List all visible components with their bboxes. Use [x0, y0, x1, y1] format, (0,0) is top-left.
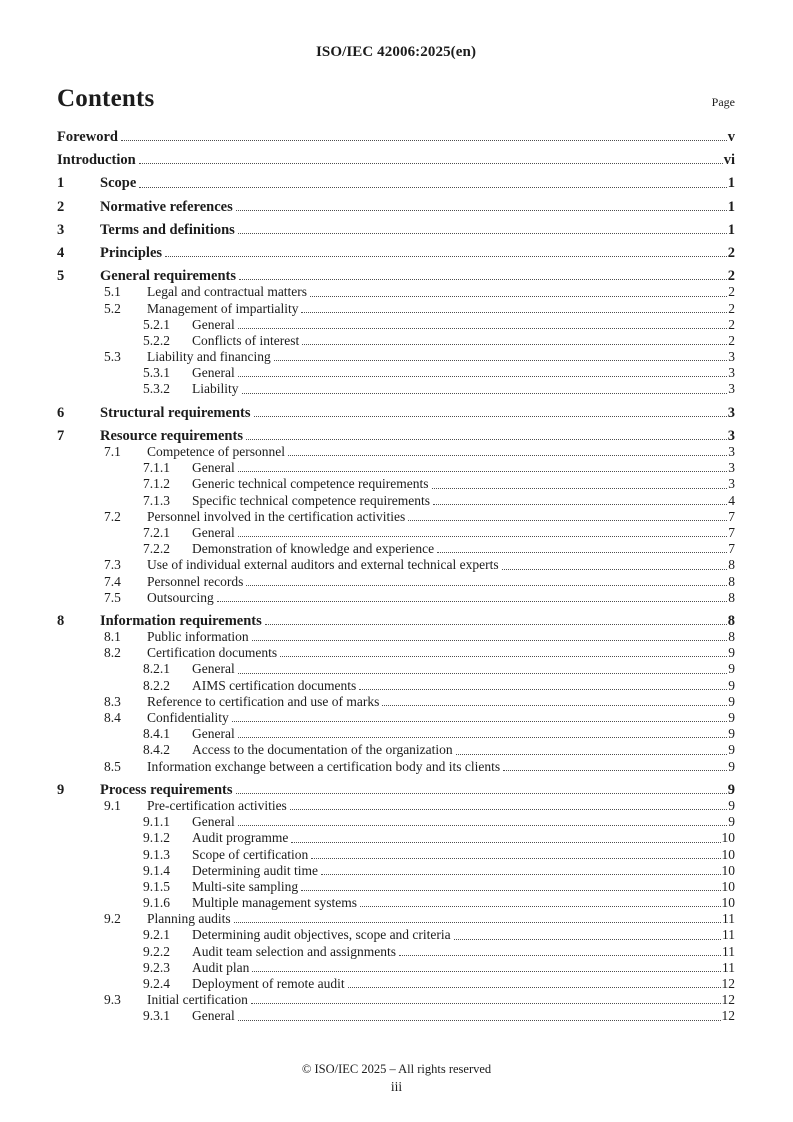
toc-entry-number: 9.1.3 — [143, 846, 170, 862]
toc-entry-number: 9.1 — [104, 797, 121, 813]
dot-leader — [254, 416, 727, 417]
toc-entry[interactable] — [57, 365, 735, 381]
toc-entry-number: 8.2.2 — [143, 677, 170, 693]
toc-entry-page: 1 — [727, 175, 735, 192]
toc-entry-number: 5.3.1 — [143, 365, 170, 381]
dot-leader — [360, 906, 721, 907]
toc-entry-number: 8.1 — [104, 629, 121, 645]
dot-leader — [348, 987, 721, 988]
toc-entry-number: 9.1.1 — [143, 814, 170, 830]
toc-entry[interactable] — [57, 333, 735, 349]
toc-entry[interactable] — [57, 222, 735, 238]
toc-entry[interactable] — [57, 645, 735, 661]
toc-entry-label: Scope of certification — [192, 846, 309, 862]
toc-entry[interactable] — [57, 661, 735, 677]
dot-leader — [238, 471, 728, 472]
toc-entry[interactable] — [57, 541, 735, 557]
toc-entry-number: 1 — [57, 175, 65, 192]
toc-entry-number: 9.2.3 — [143, 959, 170, 975]
toc-entry-label: Determining audit objectives, scope and criteria — [192, 927, 451, 943]
toc-entry[interactable] — [57, 428, 735, 444]
toc-entry-page: 12 — [721, 992, 735, 1008]
dot-leader — [246, 585, 727, 586]
toc-entry[interactable] — [57, 976, 735, 992]
toc-entry-page: 2 — [728, 284, 735, 300]
toc-entry-label: Competence of personnel — [147, 444, 285, 459]
toc-entry-page: 9 — [728, 814, 735, 830]
toc-entry-label: Access to the documentation of the organization — [192, 742, 453, 758]
toc-entry-number: 9.2.1 — [143, 927, 170, 943]
toc-entry-label: Specific technical competence requirements — [192, 492, 431, 508]
toc-entry-page: 8 — [728, 557, 735, 573]
toc-entry-label: Multi-site sampling — [192, 878, 299, 894]
toc-entry-page: 4 — [728, 492, 735, 508]
toc-entry-label: Outsourcing — [147, 589, 214, 605]
toc-entry-label: Audit plan — [192, 959, 250, 975]
toc-entry[interactable] — [57, 199, 735, 215]
toc-entry[interactable] — [57, 129, 735, 145]
dot-leader — [311, 858, 720, 859]
toc-entry-number: 8.3 — [104, 693, 121, 709]
toc-entry-page: 9 — [728, 677, 735, 693]
dot-leader — [265, 624, 727, 625]
toc-entry-label: Personnel involved in the certification activities — [147, 508, 406, 524]
contents-header — [57, 85, 735, 113]
dot-leader — [310, 296, 727, 297]
dot-leader — [238, 825, 728, 826]
dot-leader — [139, 163, 723, 164]
dot-leader — [242, 393, 728, 394]
toc-entry-label: Deployment of remote audit — [192, 976, 345, 991]
toc-entry-number: 5.2.1 — [143, 316, 170, 332]
dot-leader — [432, 488, 728, 489]
toc-entry-label: Planning audits — [147, 911, 231, 927]
toc-entry-label: Liability and financing — [147, 349, 271, 365]
toc-entry-label: General — [192, 316, 235, 332]
dot-leader — [251, 1003, 721, 1004]
dot-leader — [232, 721, 728, 722]
toc-entry[interactable] — [57, 863, 735, 879]
toc-entry[interactable] — [57, 152, 735, 168]
toc-entry-number: 5.2 — [104, 300, 121, 316]
toc-entry-number: 7.1.3 — [143, 492, 170, 508]
dot-leader — [408, 520, 727, 521]
dot-leader — [288, 455, 727, 456]
dot-leader — [139, 187, 727, 188]
toc-entry-number: 8.5 — [104, 758, 121, 774]
toc-entry[interactable] — [57, 992, 735, 1008]
toc-entry-label: Introduction — [57, 152, 136, 169]
toc-entry-label: Conflicts of interest — [192, 332, 300, 348]
toc-entry[interactable] — [57, 460, 735, 476]
toc-entry-label: Generic technical competence requirements — [192, 476, 429, 492]
toc-entry-page: 9 — [728, 742, 735, 758]
dot-leader — [238, 233, 727, 234]
dot-leader — [239, 279, 727, 280]
toc-entry-label: Process requirements — [100, 781, 233, 798]
dot-leader — [236, 793, 727, 794]
table-of-contents — [57, 129, 735, 1025]
toc-entry[interactable] — [57, 911, 735, 927]
toc-entry-page: 8 — [728, 629, 735, 645]
toc-entry-number: 9.1.6 — [143, 895, 170, 911]
toc-entry-label: Legal and contractual matters — [147, 284, 308, 300]
toc-entry-number: 8.4.2 — [143, 742, 170, 758]
toc-entry-page: 1 — [727, 198, 735, 215]
toc-entry-number: 5.2.2 — [143, 332, 170, 348]
toc-entry-page: 3 — [728, 365, 735, 381]
toc-entry[interactable] — [57, 798, 735, 814]
dot-leader — [238, 737, 728, 738]
toc-entry-page: 2 — [727, 268, 735, 285]
toc-entry-page: 3 — [727, 404, 735, 421]
toc-entry-number: 8.2 — [104, 645, 121, 661]
dot-leader — [238, 1020, 721, 1021]
dot-leader — [301, 890, 720, 891]
dot-leader — [246, 439, 727, 440]
toc-entry-number: 7.2.1 — [143, 524, 170, 540]
toc-entry-page: 10 — [721, 830, 735, 846]
dot-leader — [359, 689, 727, 690]
toc-entry-label: Reference to certification and use of marks — [147, 693, 380, 709]
toc-entry-label: Terms and definitions — [100, 221, 235, 238]
toc-entry-page: 7 — [728, 524, 735, 540]
toc-entry[interactable] — [57, 444, 735, 460]
toc-entry[interactable] — [57, 175, 735, 191]
dot-leader — [165, 256, 727, 257]
toc-entry-label: Scope — [100, 175, 137, 192]
toc-entry[interactable] — [57, 525, 735, 541]
toc-entry-page: v — [727, 129, 735, 145]
toc-entry-page: 3 — [728, 381, 735, 397]
toc-entry-number: 7.1.1 — [143, 460, 170, 476]
toc-entry-number: 7.4 — [104, 573, 121, 589]
dot-leader — [238, 376, 728, 377]
toc-entry-number: 9.2 — [104, 911, 121, 927]
dot-leader — [274, 360, 728, 361]
toc-entry-label: General requirements — [100, 268, 236, 285]
toc-entry-page: 11 — [722, 959, 735, 975]
toc-entry-label: Information requirements — [100, 612, 262, 629]
toc-entry-number: 9.1.2 — [143, 830, 170, 846]
toc-entry[interactable] — [57, 405, 735, 421]
toc-entry-label: Normative references — [100, 198, 233, 215]
toc-entry-page: 1 — [727, 221, 735, 238]
toc-entry-page: 9 — [728, 693, 735, 709]
toc-entry-page: 11 — [722, 943, 735, 959]
toc-entry-page: 10 — [721, 895, 735, 911]
toc-entry-page: 9 — [728, 661, 735, 677]
toc-entry[interactable] — [57, 960, 735, 976]
toc-entry-page: 2 — [728, 332, 735, 348]
toc-entry-label: Multiple management systems — [192, 895, 357, 911]
toc-entry-page: 8 — [728, 573, 735, 589]
toc-entry-label: Principles — [100, 244, 163, 261]
dot-leader — [291, 842, 720, 843]
toc-entry-number: 4 — [57, 244, 65, 261]
toc-entry-label: Determining audit time — [192, 862, 318, 878]
toc-entry-page: 11 — [722, 911, 735, 927]
toc-entry-label: Certification documents — [147, 645, 278, 661]
toc-entry[interactable] — [57, 284, 735, 300]
toc-entry-page: 3 — [728, 444, 735, 459]
toc-entry-label: Confidentiality — [147, 710, 229, 725]
toc-entry-label: General — [192, 365, 235, 381]
toc-entry[interactable] — [57, 726, 735, 742]
dot-leader — [302, 344, 727, 345]
toc-entry[interactable] — [57, 759, 735, 775]
dot-leader — [217, 601, 728, 602]
toc-entry-number: 7.1 — [104, 444, 121, 459]
page-number: iii — [390, 1079, 403, 1094]
toc-entry-number: 6 — [57, 404, 65, 421]
toc-entry[interactable] — [57, 927, 735, 943]
toc-entry-page: 3 — [728, 460, 735, 476]
toc-entry-number: 7.2.2 — [143, 541, 170, 557]
toc-entry-label: Initial certification — [147, 992, 248, 1008]
dot-leader — [238, 536, 728, 537]
page-footer — [0, 1062, 793, 1095]
toc-entry-page: 9 — [728, 797, 735, 813]
toc-entry-page: 2 — [728, 316, 735, 332]
toc-entry-page: 3 — [727, 427, 735, 444]
dot-leader — [252, 971, 721, 972]
toc-entry-label: Liability — [192, 381, 239, 397]
dot-leader — [502, 569, 728, 570]
toc-entry-number: 9 — [57, 781, 65, 798]
toc-entry[interactable] — [57, 742, 735, 758]
page-column-label: Page — [711, 95, 735, 109]
dot-leader — [321, 874, 721, 875]
toc-entry[interactable] — [57, 895, 735, 911]
toc-entry-number: 9.1.4 — [143, 862, 170, 878]
document-header — [57, 0, 735, 61]
toc-entry[interactable] — [57, 678, 735, 694]
toc-entry[interactable] — [57, 814, 735, 830]
toc-entry-number: 8.4.1 — [143, 726, 170, 742]
toc-entry[interactable] — [57, 245, 735, 261]
toc-entry-page: 3 — [728, 349, 735, 365]
toc-entry-page: 8 — [727, 612, 735, 629]
toc-entry-label: Management of impartiality — [147, 300, 299, 316]
toc-entry[interactable] — [57, 317, 735, 333]
dot-leader — [301, 312, 727, 313]
toc-entry-label: General — [192, 814, 235, 830]
toc-entry[interactable] — [57, 613, 735, 629]
toc-entry-number: 7.1.2 — [143, 476, 170, 492]
toc-entry[interactable] — [57, 944, 735, 960]
toc-entry-number: 9.2.2 — [143, 943, 170, 959]
toc-entry-label: Resource requirements — [100, 427, 243, 444]
toc-entry[interactable] — [57, 493, 735, 509]
toc-entry-label: General — [192, 726, 235, 742]
dot-leader — [456, 754, 728, 755]
toc-entry-number: 2 — [57, 198, 65, 215]
toc-entry[interactable] — [57, 879, 735, 895]
toc-entry-page: 9 — [728, 710, 735, 725]
toc-entry[interactable] — [57, 590, 735, 606]
toc-entry-page: 9 — [728, 758, 735, 774]
dot-leader — [238, 673, 728, 674]
toc-entry[interactable] — [57, 574, 735, 590]
toc-entry-number: 9.1.5 — [143, 878, 170, 894]
toc-entry-page: 9 — [728, 726, 735, 742]
toc-entry[interactable] — [57, 349, 735, 365]
toc-entry-page: 2 — [728, 300, 735, 316]
toc-entry-page: 9 — [728, 645, 735, 661]
dot-leader — [290, 809, 727, 810]
toc-entry-number: 5 — [57, 268, 65, 285]
toc-entry[interactable] — [57, 1008, 735, 1024]
toc-entry-label: General — [192, 661, 235, 677]
toc-entry-label: Structural requirements — [100, 404, 251, 421]
toc-entry-page: 10 — [721, 862, 735, 878]
dot-leader — [382, 705, 727, 706]
toc-entry[interactable] — [57, 268, 735, 284]
toc-entry[interactable] — [57, 476, 735, 492]
dot-leader — [433, 504, 727, 505]
toc-entry-number: 8.4 — [104, 710, 121, 725]
dot-leader — [503, 770, 727, 771]
toc-entry-label: Personnel records — [147, 573, 244, 589]
toc-entry[interactable] — [57, 830, 735, 846]
toc-entry-label: Audit team selection and assignments — [192, 943, 396, 959]
toc-entry-label: General — [192, 524, 235, 540]
dot-leader — [252, 640, 728, 641]
toc-entry-label: Use of individual external auditors and external technical experts — [147, 557, 499, 573]
toc-entry-number: 5.3 — [104, 349, 121, 365]
toc-entry-number: 7.5 — [104, 589, 121, 605]
dot-leader — [454, 939, 721, 940]
toc-entry[interactable] — [57, 710, 735, 726]
toc-entry[interactable] — [57, 847, 735, 863]
toc-entry-label: Pre-certification activities — [147, 797, 287, 813]
toc-entry[interactable] — [57, 301, 735, 317]
toc-entry-number: 7 — [57, 427, 65, 444]
toc-entry-page: 7 — [728, 508, 735, 524]
toc-entry-number: 9.3.1 — [143, 1008, 170, 1024]
toc-entry-page: 2 — [727, 244, 735, 261]
toc-entry-page: 10 — [721, 846, 735, 862]
toc-entry-number: 5.3.2 — [143, 381, 170, 397]
toc-entry[interactable] — [57, 694, 735, 710]
toc-entry-page: 12 — [721, 1008, 735, 1024]
copyright-notice: © ISO/IEC 2025 – All rights reserved — [301, 1062, 492, 1076]
toc-entry-number: 7.3 — [104, 557, 121, 573]
toc-entry-page: 7 — [728, 541, 735, 557]
toc-entry-label: Public information — [147, 629, 249, 645]
toc-entry-label: Audit programme — [192, 830, 289, 846]
toc-entry-number: 9.3 — [104, 992, 121, 1008]
toc-entry-label: General — [192, 1008, 235, 1024]
toc-entry-page: 10 — [721, 878, 735, 894]
toc-entry-page: 9 — [727, 781, 735, 798]
toc-entry-page: 11 — [722, 927, 735, 943]
toc-entry-page: 3 — [728, 476, 735, 492]
toc-entry-label: AIMS certification documents — [192, 677, 357, 693]
toc-entry-label: Information exchange between a certification body and its clients — [147, 758, 501, 774]
toc-entry-label: Demonstration of knowledge and experience — [192, 541, 435, 557]
toc-entry-number: 7.2 — [104, 508, 121, 524]
dot-leader — [399, 955, 721, 956]
dot-leader — [121, 140, 727, 141]
toc-entry[interactable] — [57, 782, 735, 798]
dot-leader — [238, 328, 728, 329]
toc-entry-page: vi — [723, 152, 735, 169]
toc-entry-number: 3 — [57, 221, 65, 238]
toc-entry-label: Foreword — [57, 129, 118, 145]
toc-entry-label: General — [192, 460, 235, 476]
dot-leader — [437, 552, 727, 553]
toc-entry-page: 12 — [721, 976, 735, 991]
dot-leader — [234, 922, 721, 923]
toc-entry-page: 8 — [728, 589, 735, 605]
toc-entry[interactable] — [57, 557, 735, 573]
toc-entry[interactable] — [57, 509, 735, 525]
contents-title: Contents — [57, 85, 155, 112]
toc-entry-number: 9.2.4 — [143, 976, 170, 991]
document-id: ISO/IEC 42006:2025(en) — [315, 44, 477, 60]
toc-entry[interactable] — [57, 381, 735, 397]
toc-entry[interactable] — [57, 629, 735, 645]
toc-entry-number: 8 — [57, 612, 65, 629]
toc-entry-number: 8.2.1 — [143, 661, 170, 677]
dot-leader — [236, 210, 727, 211]
dot-leader — [280, 656, 727, 657]
toc-entry-number: 5.1 — [104, 284, 121, 300]
